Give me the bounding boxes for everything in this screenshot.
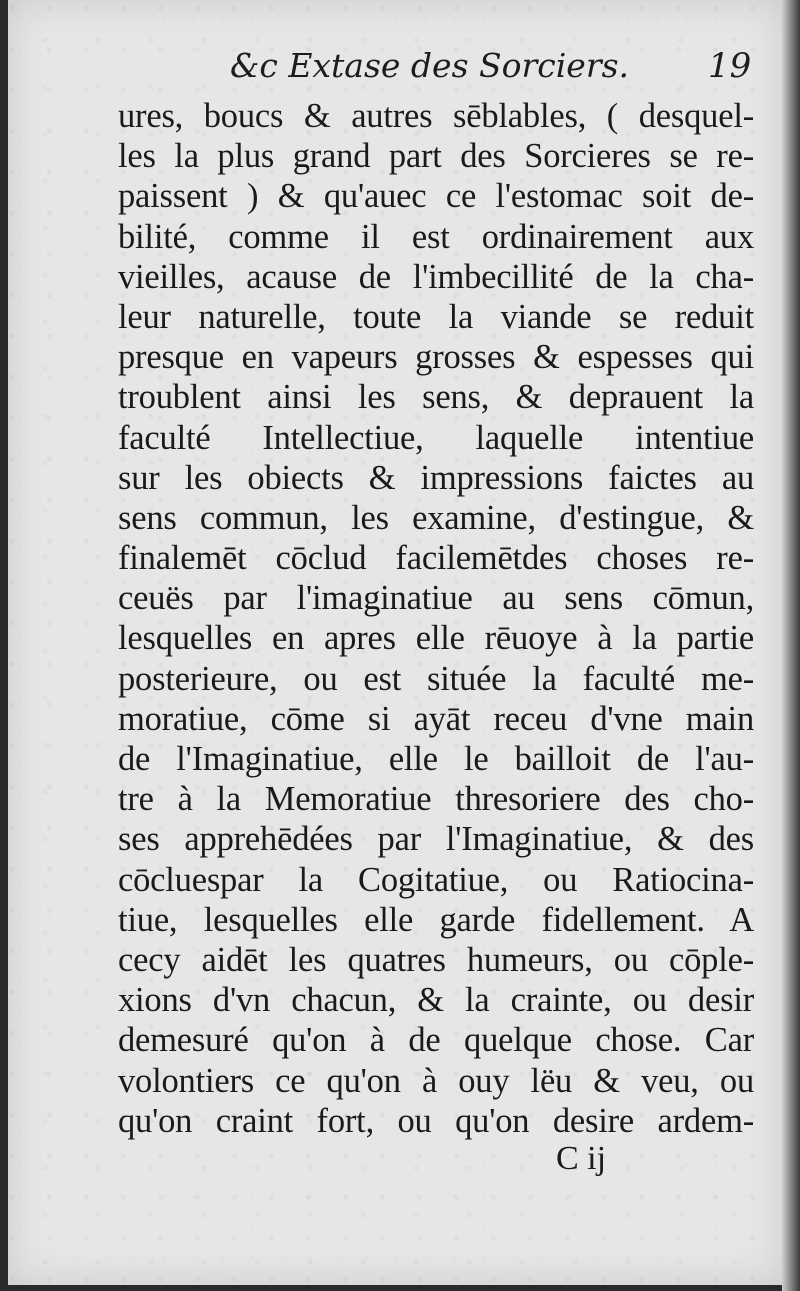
page-number: 19	[708, 46, 752, 86]
text-line: bilité, comme il est ordinairement aux	[118, 217, 754, 256]
text-line: xions d'vn chacun, & la crainte, ou desir	[118, 981, 754, 1020]
running-head	[230, 46, 750, 96]
signature-mark: C ij	[556, 1140, 607, 1177]
running-head-title: &c Extase des Sorciers.	[230, 46, 630, 85]
text-line: finalemēt cōclud facilemētdes choses re-	[118, 539, 754, 578]
text-line: ures, boucs & autres sēblables, ( desquel-	[118, 97, 754, 135]
text-line: sur les obiects & impressions faictes au	[118, 458, 754, 497]
text-line: ceuës par l'imaginatiue au sens cōmun,	[118, 579, 754, 618]
text-line: les la plus grand part des Sorcieres se re-	[118, 137, 754, 176]
text-line: cecy aidēt les quatres humeurs, ou cōple-	[118, 940, 754, 979]
text-line: volontiers ce qu'on à ouy lëu & veu, ou	[118, 1061, 754, 1100]
text-line: moratiue, cōme si ayāt receu d'vne main	[118, 699, 754, 738]
text-line: ses apprehēdées par l'Imaginatiue, & des	[118, 820, 754, 859]
text-line: presque en vapeurs grosses & espesses qui	[118, 338, 754, 377]
text-line: lesquelles en apres elle rēuoye à la partie	[118, 619, 754, 658]
body-text	[118, 96, 754, 1141]
text-line: leur naturelle, toute la viande se reduit	[118, 297, 754, 336]
text-line: demesuré qu'on à de quelque chose. Car	[118, 1021, 754, 1060]
text-line: posterieure, ou est située la faculté me-	[118, 659, 754, 698]
text-line: sens commun, les examine, d'estingue, &	[118, 498, 754, 537]
text-line: qu'on craint fort, ou qu'on desire ardem-	[118, 1101, 754, 1140]
text-line: tiue, lesquelles elle garde fidellement. A	[118, 900, 754, 939]
text-line: faculté Intellectiue, laquelle intentiue	[118, 418, 754, 457]
text-line: vieilles, acause de l'imbecillité de la cha-	[118, 257, 754, 296]
book-page	[8, 0, 784, 1285]
text-line: de l'Imaginatiue, elle le bailloit de l'au-	[118, 740, 754, 778]
page-edge-shadow	[782, 0, 800, 1291]
text-line: paissent ) & qu'auec ce l'estomac soit de-	[118, 177, 754, 216]
text-line: cōcluespar la Cogitatiue, ou Ratiocina-	[118, 860, 754, 899]
text-line: tre à la Memoratiue thresoriere des cho-	[118, 780, 754, 819]
text-line: troublent ainsi les sens, & deprauent la	[118, 378, 754, 417]
